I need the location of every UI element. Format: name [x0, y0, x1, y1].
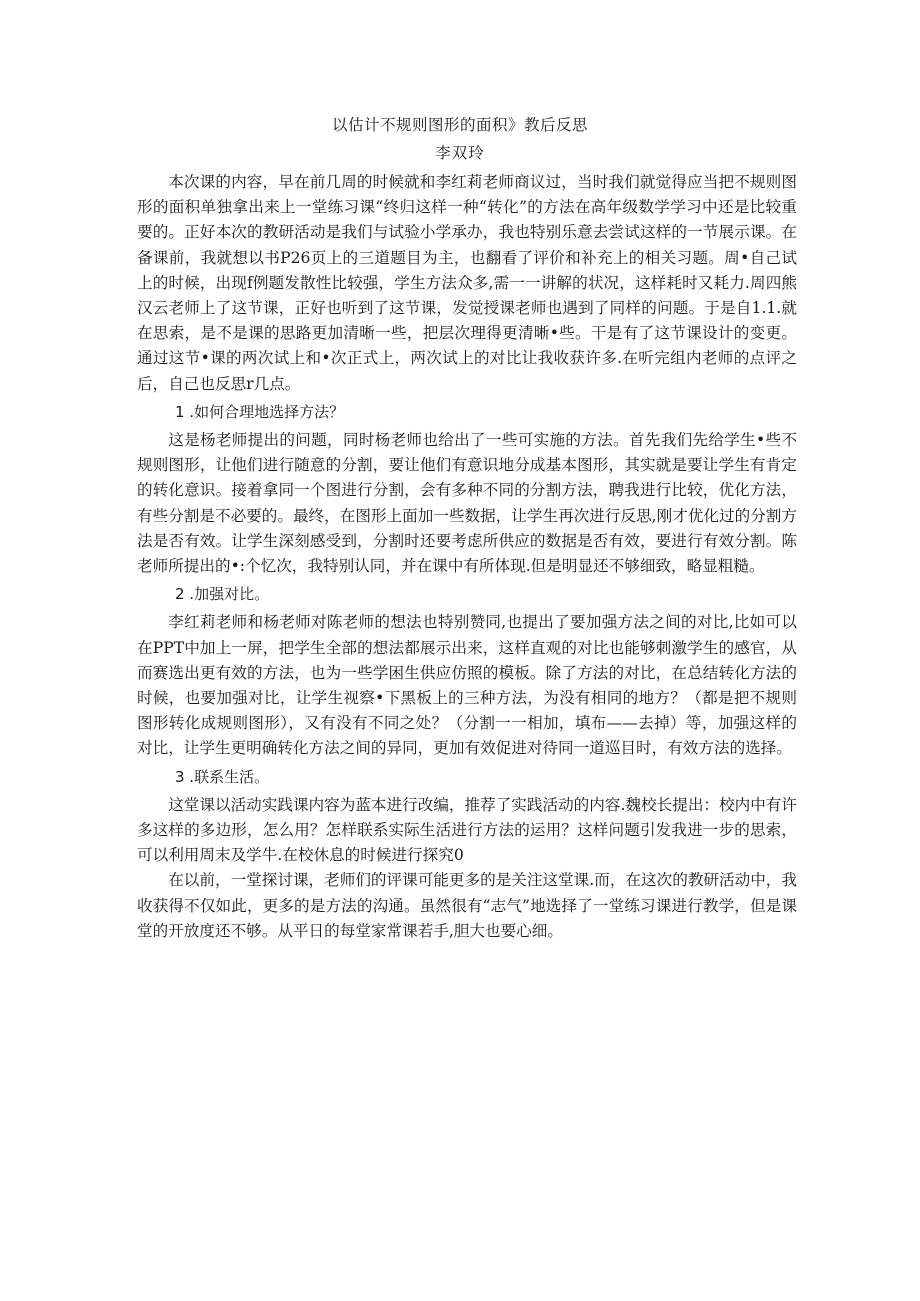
- document-body: [137, 170, 797, 944]
- section-heading-2: 2 .加强对比。: [175, 585, 270, 604]
- paragraph-section-1: 这是杨老师提出的问题，同时杨老师也给出了一些可实施的方法。首先我们先给学生•些不规则图形，让他们进行随意的分割，要让他们有意识地分成基本图形，其实就是要让学生有肯定的转化意识。接着拿同一个图进行分割，会有多种不同的分割方法，聘我进行比较，优化方法，有些分割是不必要的。最终，在图形上面加一些数据，让学生再次进行反思,刚才优化过的分割方法是否有效。让学生深刻感受到，分割时还要考虑所供应的数据是否有效，要进行有效分割。陈老师所提出的•:个忆次，我特别认同，并在课中有所体现.但是明显还不够细致，略显粗糙。: [137, 431, 797, 576]
- section-heading-3: 3 .联系生活。: [175, 767, 270, 786]
- document-title: 以估计不规则图形的面积》教后反思: [331, 116, 588, 134]
- paragraph-intro: 本次课的内容，早在前几周的时候就和李红莉老师商议过，当时我们就觉得应当把不规则图形的面积单独拿出来上一堂练习课“终归这样一种“转化”的方法在高年级数学学习中还是比较重要的。正好本次的教研活动是我们与试验小学承办，我也特别乐意去尝试这样的一节展示课。在备课前，我就想以书P26页上的三道题目为主，也翻看了评价和补充上的相关习题。周•自己试上的时候，出现f例题发散性比较强，学生方法众多,需一一讲解的状况，这样耗时又耗力.周四熊汉云老师上了这节课，正好也听到了这节课，发觉授课老师也遇到了同样的问题。于是自1.1.就在思索，是不是课的思路更加清晰一些，把层次理得更清晰•些。干是有了这节课设计的变更。通过这节•课的两次试上和•次正式上，两次试上的对比让我收获许多.在听完组内老师的点评之后，自己也反思r几点。: [137, 173, 797, 393]
- paragraph-section-3: 这堂课以活动实践课内容为蓝本进行改编，推荐了实践活动的内容.魏校长提出：校内中有许多这样的多边形，怎么用？怎样联系实际生活进行方法的运用？这样问题引发我进一步的思索，可以利用周末及学牛.在校休息的时候进行探究0: [137, 795, 797, 865]
- document-author: 李双玲: [435, 144, 485, 162]
- paragraph-section-2: 李红莉老师和杨老师对陈老师的想法也特别赞同,也提出了要加强方法之间的对比,比如可以在PPT中加上一屏，把学生全部的想法都展示出来，这样直观的对比也能够刺激学生的感官，从而赛选出更有效的方法，也为一些学困生供应仿照的模板。除了方法的对比，在总结转化方法的时候，也要加强对比，让学生视察•下黑板上的三种方法，为没有相同的地方？（都是把不规则图形转化成规则图形），又有没有不同之处？（分割一一相加，填布——去掉）等，加强这样的对比，让学生更明确转化方法之间的异同，更加有效促进对待同一道巡目时，有效方法的选择。: [137, 613, 797, 758]
- section-heading-1: 1 .如何合理地选择方法？: [175, 402, 345, 421]
- paragraph-conclusion: 在以前，一堂探讨课，老师们的评课可能更多的是关注这堂课.而，在这次的教研活动中，我收获得不仅如此，更多的是方法的沟通。虽然很有“志气”地选择了一堂练习课进行教学，但是课堂的开放度还不够。从平日的每堂家常课若手,胆大也要心细。: [137, 871, 797, 940]
